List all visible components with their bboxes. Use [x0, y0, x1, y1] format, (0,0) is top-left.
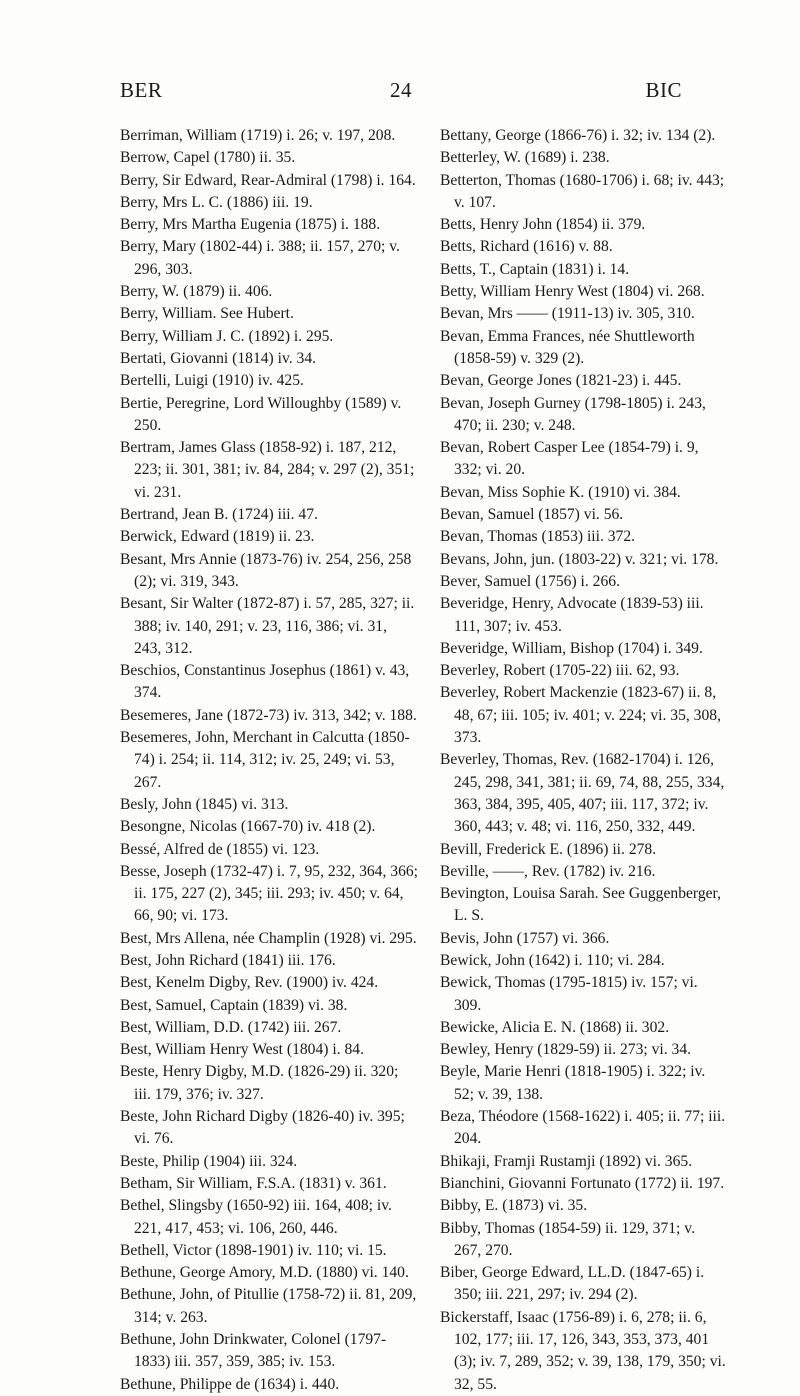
index-entry: Bevan, Samuel (1857) vi. 56. — [440, 506, 624, 524]
index-entry: Betterton, Thomas (1680-1706) i. 68; iv. 443; v. 107. — [440, 171, 725, 211]
index-entry: Beza, Théodore (1568-1622) i. 405; ii. 77; iii. 204. — [440, 1108, 726, 1148]
index-entry: Betts, T., Captain (1831) i. 14. — [440, 260, 630, 278]
index-entry: Bethune, George Amory, M.D. (1880) vi. 140. — [120, 1264, 409, 1282]
index-entry: Besant, Mrs Annie (1873-76) iv. 254, 256, 258 (2); vi. 319, 343. — [120, 550, 412, 590]
index-entry: Besant, Sir Walter (1872-87) i. 57, 285, 327; ii. 388; iv. 140, 291; v. 23, 116, 386; vi. 31, 243, 312. — [120, 595, 415, 657]
index-entry: Besemeres, John, Merchant in Calcutta (1850-74) i. 254; ii. 114, 312; iv. 25, 249; vi. 53, 267. — [120, 729, 410, 791]
index-entry: Berrow, Capel (1780) ii. 35. — [120, 149, 296, 167]
index-entry: Bevan, Robert Casper Lee (1854-79) i. 9, 332; vi. 20. — [440, 439, 699, 479]
index-entry: Bevis, John (1757) vi. 366. — [440, 929, 610, 947]
page-header — [120, 78, 682, 108]
index-entry: Besemeres, Jane (1872-73) iv. 313, 342; v. 188. — [120, 706, 417, 724]
index-entry: Berriman, William (1719) i. 26; v. 197, 208. — [120, 127, 396, 144]
index-entry: Bevill, Frederick E. (1896) ii. 278. — [440, 840, 657, 858]
index-entry: Besse, Joseph (1732-47) i. 7, 95, 232, 364, 366; ii. 175, 227 (2), 345; iii. 293; iv. 450; v. 64, 66, 90; vi. 173. — [120, 862, 418, 925]
index-entry: Berry, William. See Hubert. — [120, 305, 294, 323]
index-entry: Berry, W. (1879) ii. 406. — [120, 283, 273, 301]
index-entry: Bethel, Slingsby (1650-92) iii. 164, 408; iv. 221, 417, 453; vi. 106, 260, 446. — [120, 1197, 392, 1237]
index-entry: Bevan, Mrs —— (1911-13) iv. 305, 310. — [440, 305, 695, 323]
index-entry: Betts, Henry John (1854) ii. 379. — [440, 216, 646, 234]
index-entry: Bertie, Peregrine, Lord Willoughby (1589) v. 250. — [120, 394, 402, 434]
index-entry: Bewicke, Alicia E. N. (1868) ii. 302. — [440, 1018, 670, 1036]
index-entry: Best, Samuel, Captain (1839) vi. 38. — [120, 996, 348, 1014]
index-entry: Berwick, Edward (1819) ii. 23. — [120, 528, 315, 546]
index-entry: Bessé, Alfred de (1855) vi. 123. — [120, 840, 320, 858]
index-column-right — [440, 125, 726, 1396]
index-entry: Berry, Mrs L. C. (1886) iii. 19. — [120, 193, 313, 211]
index-entry: Beschios, Constantinus Josephus (1861) v. 43, 374. — [120, 662, 410, 702]
index-entry: Bickerstaff, Isaac (1756-89) i. 6, 278; ii. 6, 102, 177; iii. 17, 126, 343, 353, 373, 401 (3); iv. 7, 289, 352; v. 39, 138, 179, 350; vi. 32, 55. — [440, 1308, 726, 1393]
index-entry: Best, Kenelm Digby, Rev. (1900) iv. 424. — [120, 974, 379, 992]
page-number: 24 — [390, 78, 412, 102]
index-entry: Beste, John Richard Digby (1826-40) iv. 395; vi. 76. — [120, 1108, 405, 1148]
index-entry: Bevan, Thomas (1853) iii. 372. — [440, 528, 636, 546]
index-entry: Betham, Sir William, F.S.A. (1831) v. 361. — [120, 1174, 387, 1192]
index-entry: Betty, William Henry West (1804) vi. 268. — [440, 283, 705, 301]
index-entry: Beste, Henry Digby, M.D. (1826-29) ii. 320; iii. 179, 376; iv. 327. — [120, 1063, 399, 1103]
index-entry: Bevan, George Jones (1821-23) i. 445. — [440, 372, 682, 390]
index-entry: Biber, George Edward, LL.D. (1847-65) i. 350; iii. 221, 297; iv. 294 (2). — [440, 1264, 705, 1304]
index-entry: Bertram, James Glass (1858-92) i. 187, 212, 223; ii. 301, 381; iv. 84, 284; v. 297 (2), 351; vi. 231. — [120, 439, 415, 501]
index-entry: Berry, Mrs Martha Eugenia (1875) i. 188. — [120, 216, 381, 234]
index-entry: Beverley, Robert Mackenzie (1823-67) ii. 8, 48, 67; iii. 105; iv. 401; v. 224; vi. 35, 308, 373. — [440, 684, 721, 747]
index-entry: Bewick, John (1642) i. 110; vi. 284. — [440, 951, 665, 969]
index-entry: Bethune, Philippe de (1634) i. 440. — [120, 1375, 340, 1393]
index-entry: Best, William Henry West (1804) i. 84. — [120, 1041, 364, 1059]
index-entry: Bevington, Louisa Sarah. See Guggenberger, L. S. — [440, 885, 722, 925]
index-entry: Beverley, Thomas, Rev. (1682-1704) i. 126, 245, 298, 341, 381; ii. 69, 74, 88, 255, 334, 363, 384, 395, 405, 407; iii. 117, 372; iv. 360, 443; v. 48; vi. 116, 250, 332, 449. — [440, 751, 725, 836]
index-entry: Bhikaji, Framji Rustamji (1892) vi. 365. — [440, 1152, 693, 1170]
index-entry: Beveridge, Henry, Advocate (1839-53) iii. 111, 307; iv. 453. — [440, 595, 704, 635]
index-entry: Bertelli, Luigi (1910) iv. 425. — [120, 372, 304, 390]
index-entry: Beville, ——, Rev. (1782) iv. 216. — [440, 862, 656, 880]
index-entry: Besongne, Nicolas (1667-70) iv. 418 (2). — [120, 818, 376, 836]
index-entry: Bewley, Henry (1829-59) ii. 273; vi. 34. — [440, 1041, 692, 1059]
index-entry: Bevan, Emma Frances, née Shuttleworth (1858-59) v. 329 (2). — [440, 327, 695, 367]
index-entry: Bethell, Victor (1898-1901) iv. 110; vi. 15. — [120, 1241, 387, 1259]
index-entry: Beverley, Robert (1705-22) iii. 62, 93. — [440, 662, 680, 680]
index-entry: Bevan, Joseph Gurney (1798-1805) i. 243, 470; ii. 230; v. 248. — [440, 394, 706, 434]
running-head-right: BIC — [645, 78, 682, 102]
index-entry: Bewick, Thomas (1795-1815) iv. 157; vi. 309. — [440, 974, 698, 1014]
index-entry: Berry, Sir Edward, Rear-Admiral (1798) i. 164. — [120, 171, 416, 189]
index-column-left — [120, 125, 418, 1396]
index-entry: Bertrand, Jean B. (1724) iii. 47. — [120, 506, 318, 524]
index-entry: Bevan, Miss Sophie K. (1910) vi. 384. — [440, 483, 681, 501]
index-entry: Berry, Mary (1802-44) i. 388; ii. 157, 270; v. 296, 303. — [120, 238, 400, 278]
index-entry: Bethune, John, of Pitullie (1758-72) ii. 81, 209, 314; v. 263. — [120, 1286, 417, 1326]
index-entry: Bever, Samuel (1756) i. 266. — [440, 572, 620, 590]
index-entry: Beyle, Marie Henri (1818-1905) i. 322; iv. 52; v. 39, 138. — [440, 1063, 706, 1103]
index-entry: Beveridge, William, Bishop (1704) i. 349. — [440, 639, 703, 657]
index-entry: Bibby, E. (1873) vi. 35. — [440, 1197, 588, 1215]
index-entry: Berry, William J. C. (1892) i. 295. — [120, 327, 334, 345]
index-entry: Best, John Richard (1841) iii. 176. — [120, 951, 336, 969]
index-entry: Beste, Philip (1904) iii. 324. — [120, 1152, 298, 1170]
index-entry: Bevans, John, jun. (1803-22) v. 321; vi. 178. — [440, 550, 719, 568]
index-entry: Betts, Richard (1616) v. 88. — [440, 238, 613, 256]
running-head-left: BER — [120, 78, 163, 102]
index-entry: Bethune, John Drinkwater, Colonel (1797-1833) iii. 357, 359, 385; iv. 153. — [120, 1331, 387, 1371]
index-entry: Best, William, D.D. (1742) iii. 267. — [120, 1018, 342, 1036]
index-entry: Bibby, Thomas (1854-59) ii. 129, 371; v. 267, 270. — [440, 1219, 695, 1259]
index-entry: Bertati, Giovanni (1814) iv. 34. — [120, 349, 317, 367]
index-entry: Best, Mrs Allena, née Champlin (1928) vi. 295. — [120, 929, 417, 947]
index-entry: Bianchini, Giovanni Fortunato (1772) ii. 197. — [440, 1174, 725, 1192]
index-entry: Besly, John (1845) vi. 313. — [120, 795, 289, 813]
index-entry: Bettany, George (1866-76) i. 32; iv. 134 (2). — [440, 127, 716, 144]
index-entry: Betterley, W. (1689) i. 238. — [440, 149, 610, 167]
